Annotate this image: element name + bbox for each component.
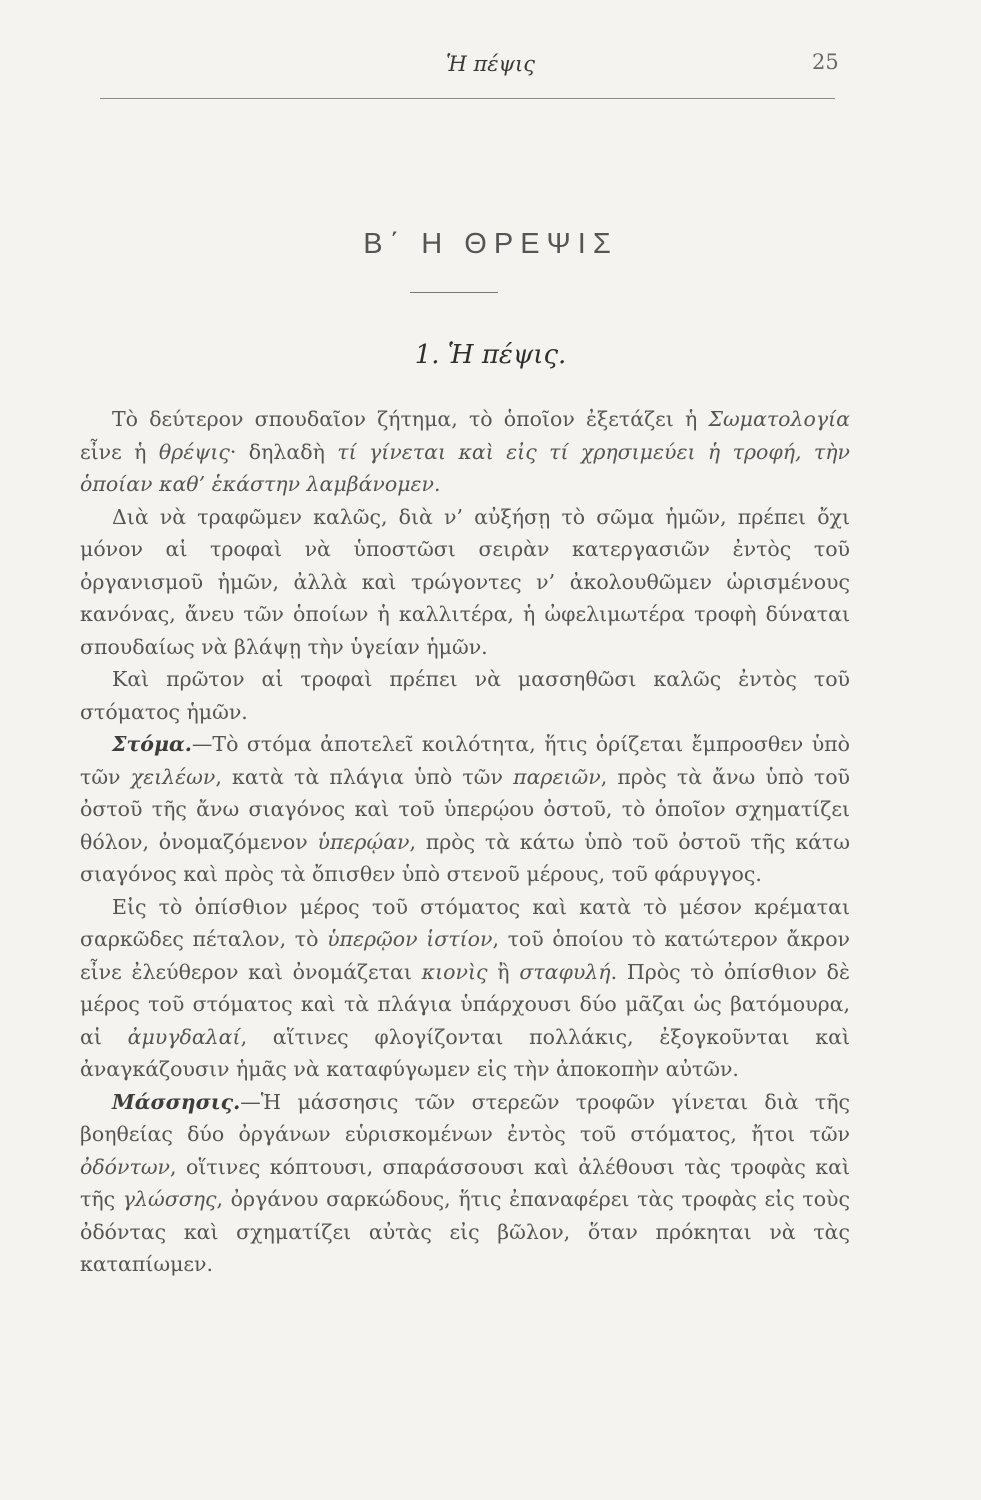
running-head-title: Ἡ πέψις — [445, 52, 536, 76]
text-run: —Ἡ μάσσησις τῶν στερεῶν τροφῶν γίνεται διὰ τῆς βοηθείας δύο ὀργάνων εὑρισκομένων ἐντὸς τοῦ στόματος, ἤτοι τῶν — [80, 1089, 850, 1146]
title-divider — [410, 292, 498, 293]
emphasis: θρέψις — [158, 439, 230, 464]
chapter-title: Β΄ Η ΘΡΕΨΙΣ — [363, 228, 618, 260]
paragraph-palate — [80, 891, 850, 1086]
body-text — [80, 403, 850, 1281]
paragraph-mouth — [80, 728, 850, 891]
text-run: , κατὰ τὰ πλάγια ὑπὸ τῶν — [215, 764, 514, 789]
text-run: Τὸ δεύτερον σπουδαῖον ζήτημα, τὸ ὁποῖον ἐξετάζει ἡ — [112, 407, 709, 431]
emphasis: ὀδόντων — [80, 1154, 171, 1179]
text-run: , οἵτινες κόπτουσι, σπαράσσουσι καὶ ἀλέθουσι τὰς τροφὰς καὶ τῆς — [80, 1154, 850, 1211]
text-run: . Πρὸς τὸ ὀπίσθιον δὲ μέρος τοῦ στόματος καὶ τὰ πλάγια ὑπάρχουσι δύο μᾶζαι ὡς βατόμουρα, αἱ — [80, 959, 850, 1049]
text-run: εἶνε ἡ — [80, 439, 159, 464]
text-run: , τοῦ ὁποίου τὸ κατώτερον ἄκρον εἶνε ἐλεύθερον καὶ ὀνομάζεται — [80, 927, 851, 984]
header-rule — [100, 98, 835, 99]
emphasis: γλώσσης — [122, 1187, 217, 1211]
emphasis: σταφυλή — [519, 959, 611, 984]
paragraph-chewing: Καὶ πρῶτον αἱ τροφαὶ πρέπει νὰ μασσηθῶσι καλῶς ἐντὸς τοῦ στόματος ἡμῶν. — [80, 667, 850, 724]
emphasis: παρειῶν — [513, 764, 601, 789]
paragraph-nutrition-rules: Διὰ νὰ τραφῶμεν καλῶς, διὰ ν’ αὐξήσῃ τὸ σῶμα ἡμῶν, πρέπει ὄχι μόνον αἱ τροφαὶ νὰ ὑποστῶσι σειρὰν κατεργασιῶν ἐντὸς τοῦ ὀργανισμοῦ ἡμῶν, ἀλλὰ καὶ τρώγοντες ν’ ἀκολουθῶμεν ὡρισμένους κανόνας, ἄνευ τῶν ὁποίων ἡ καλλιτέρα, ἡ ὠφελιμωτέρα τροφὴ δύναται σπουδαίως νὰ βλάψῃ τὴν ὑγείαν ἡμῶν. — [80, 504, 850, 659]
paragraph-mastication — [80, 1086, 850, 1281]
term-heading: Στόμα. — [112, 732, 192, 756]
emphasis: χειλέων — [130, 764, 216, 789]
term-heading: Μάσσησις. — [112, 1089, 241, 1114]
emphasis: ὑπερῷον ἱστίον — [327, 927, 493, 951]
section-title: 1. Ἡ πέψις. — [414, 340, 567, 370]
emphasis: κιονὶς — [421, 959, 488, 984]
text-run: , πρὸς τὰ ἄνω ὑπὸ τοῦ ὀστοῦ τῆς ἄνω σιαγόνος καὶ τοῦ ὑπερῴου ὀστοῦ, τὸ ὁποῖον σχηματίζει θόλον, ὀνομαζόμενον — [80, 764, 850, 854]
page-number: 25 — [812, 50, 839, 74]
emphasis: τί γίνεται καὶ εἰς τί χρησιμεύει ἡ τροφή, τὴν ὁποίαν καθ’ ἑκάστην λαμβάνομεν. — [80, 439, 850, 496]
text-run: , αἵτινες φλογίζονται πολλάκις, ἐξογκοῦνται καὶ ἀναγκάζουσιν ἡμᾶς νὰ καταφύγωμεν εἰς τὴν ἀποκοπὴν αὐτῶν. — [80, 1024, 850, 1081]
text-run: Εἰς τὸ ὀπίσθιον μέρος τοῦ στόματος καὶ κατὰ τὸ μέσον κρέμαται σαρκῶδες πέταλον, τὸ — [80, 894, 850, 951]
emphasis: Σωματολογία — [708, 407, 850, 431]
paragraph-intro — [80, 403, 850, 501]
text-run: · δηλαδὴ — [229, 439, 338, 464]
emphasis: ἀμυγδαλαί — [127, 1024, 241, 1049]
text-run: , πρὸς τὰ κάτω ὑπὸ τοῦ ὀστοῦ τῆς κάτω σιαγόνος καὶ πρὸς τὰ ὄπισθεν ὑπὸ στενοῦ μέρους, τοῦ φάρυγγος. — [80, 829, 850, 886]
text-run: ἢ — [487, 959, 520, 984]
text-run: —Τὸ στόμα ἀποτελεῖ κοιλότητα, ἥτις ὁρίζεται ἔμπροσθεν ὑπὸ τῶν — [80, 732, 850, 789]
text-run: , ὀργάνου σαρκώδους, ἥτις ἐπαναφέρει τὰς τροφὰς εἰς τοὺς ὀδόντας καὶ σχηματίζει αὐτὰς εἰς βῶλον, ὅταν πρόκηται νὰ τὰς καταπίωμεν. — [80, 1187, 850, 1276]
emphasis: ὑπερῴαν — [317, 829, 410, 854]
